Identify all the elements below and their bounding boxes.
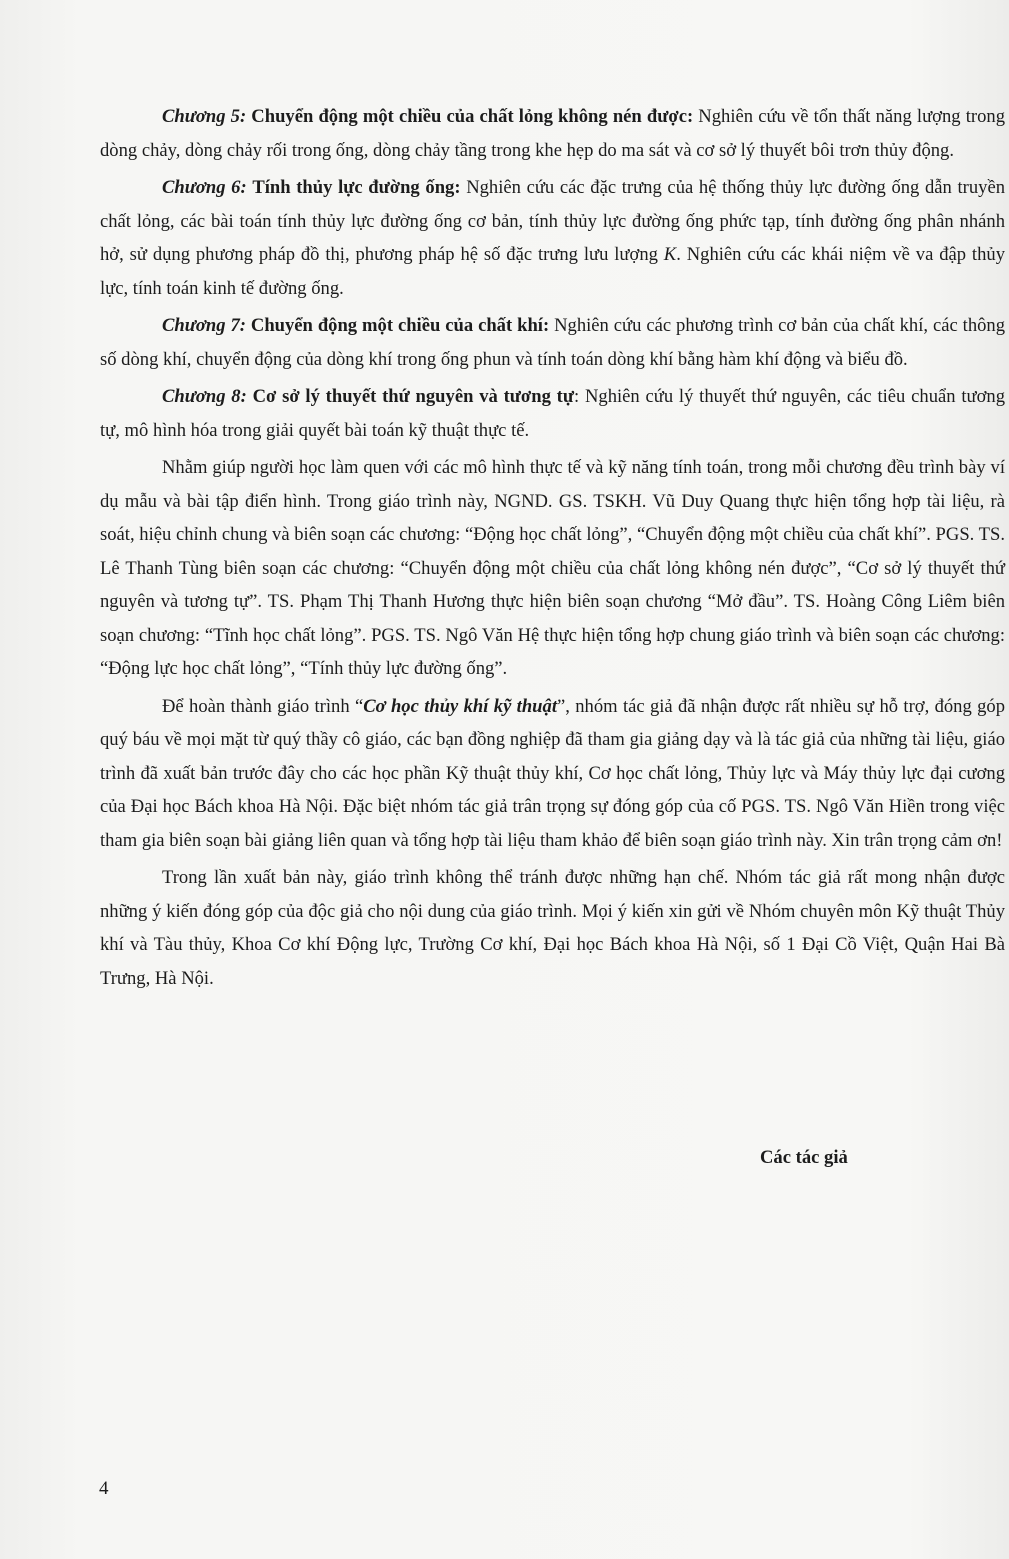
paragraph-chapter-6 <box>100 171 1005 305</box>
paragraph-acknowledgement <box>100 690 1005 858</box>
chapter-heading: Cơ sở lý thuyết thứ nguyên và tương tự <box>252 386 575 407</box>
chapter-description: Nghiên cứu các phương trình cơ bản của chất khí, các thông số dòng khí, chuyển động của dòng khí trong ống phun và tính toán dòng khí bằng hàm khí động và biểu đồ. <box>100 315 1006 370</box>
chapter-heading: Chuyển động một chiều của chất lỏng không nén được: <box>251 106 694 127</box>
paragraph-text: Nhằm giúp người học làm quen với các mô hình thực tế và kỹ năng tính toán, trong mỗi chương đều trình bày ví dụ mẫu và bài tập điển hình. Trong giáo trình này, NGND. GS. TSKH. Vũ Duy Quang thực hiện tổng hợp tài liệu, rà soát, hiệu chỉnh chung và biên soạn các chương: “Động học chất lỏng”, “Chuyển động một chiều của chất khí”. PGS. TS. Lê Thanh Tùng biên soạn các chương: “Chuyển động một chiều của chất lỏng không nén được”, “Cơ sở lý thuyết thứ nguyên và tương tự”. TS. Phạm Thị Thanh Hương thực hiện biên soạn chương “Mở đầu”. TS. Hoàng Công Liêm biên soạn chương: “Tĩnh học chất lỏng”. PGS. TS. Ngô Văn Hệ thực hiện tổng hợp chung giáo trình và biên soạn các chương: “Động lực học chất lỏng”, “Tính thủy lực đường ống”. <box>100 457 1005 679</box>
chapter-description-end: . Nghiên cứu các khái niệm về va đập thủy lực, tính toán kinh tế đường ống. <box>100 244 1005 299</box>
signature: Các tác giả <box>760 1147 848 1168</box>
chapter-description: Nghiên cứu về tổn thất năng lượng trong dòng chảy, dòng chảy rối trong ống, dòng chảy tầng trong khe hẹp do ma sát và cơ sở lý thuyết bôi trơn thủy động. <box>100 106 1005 161</box>
paragraph-text: Để hoàn thành giáo trình “ <box>162 695 364 717</box>
paragraph-text: Trong lần xuất bản này, giáo trình không thể tránh được những hạn chế. Nhóm tác giả rất mong nhận được những ý kiến đóng góp của độc giả cho nội dung của giáo trình. Mọi ý kiến xin gửi về Nhóm chuyên môn Kỹ thuật Thủy khí và Tàu thủy, Khoa Cơ khí Động lực, Trường Cơ khí, Đại học Bách khoa Hà Nội, số 1 Đại Cồ Việt, Quận Hai Bà Trưng, Hà Nội. <box>100 867 1005 989</box>
chapter-label: Chương 6: <box>162 177 247 198</box>
paragraph-chapter-5 <box>100 100 1005 167</box>
italic-symbol: K <box>663 244 677 265</box>
book-title: Cơ học thủy khí kỹ thuật <box>363 695 557 717</box>
paragraph-chapter-7 <box>100 309 1005 376</box>
chapter-description: : Nghiên cứu lý thuyết thứ nguyên, các tiêu chuẩn tương tự, mô hình hóa trong giải quyết bài toán kỹ thuật thực tế. <box>100 386 1005 441</box>
body-text <box>100 100 1005 995</box>
chapter-label: Chương 7: <box>162 315 246 336</box>
paragraph-authors-contribution <box>100 451 1005 686</box>
paragraph-text-end: ”, nhóm tác giả đã nhận được rất nhiều sự hỗ trợ, đóng góp quý báu về mọi mặt từ quý thầy cô giáo, các bạn đồng nghiệp đã tham gia giảng dạy và là tác giả của những tài liệu, giáo trình đã xuất bản trước đây cho các học phần Kỹ thuật thủy khí, Cơ học chất lỏng, Thủy lực và Máy thủy lực đại cương của Đại học Bách khoa Hà Nội. Đặc biệt nhóm tác giả trân trọng sự đóng góp của cố PGS. TS. Ngô Văn Hiền trong việc tham gia biên soạn bài giảng liên quan và tổng hợp tài liệu tham khảo để biên soạn giáo trình này. Xin trân trọng cảm ơn! <box>100 695 1006 851</box>
page-number: 4 <box>99 1478 109 1499</box>
chapter-description: Nghiên cứu các đặc trưng của hệ thống thủy lực đường ống dẫn truyền chất lỏng, các bài toán tính thủy lực đường ống cơ bản, tính thủy lực đường ống phức tạp, tính đường ống phân nhánh hở, sử dụng phương pháp đồ thị, phương pháp hệ số đặc trưng lưu lượng <box>100 177 1006 265</box>
chapter-heading: Chuyển động một chiều của chất khí: <box>250 315 550 336</box>
paragraph-feedback <box>100 861 1005 995</box>
chapter-heading: Tính thủy lực đường ống: <box>252 177 461 198</box>
chapter-label: Chương 8: <box>162 386 247 407</box>
paragraph-chapter-8 <box>100 380 1005 447</box>
chapter-label: Chương 5: <box>162 106 247 127</box>
